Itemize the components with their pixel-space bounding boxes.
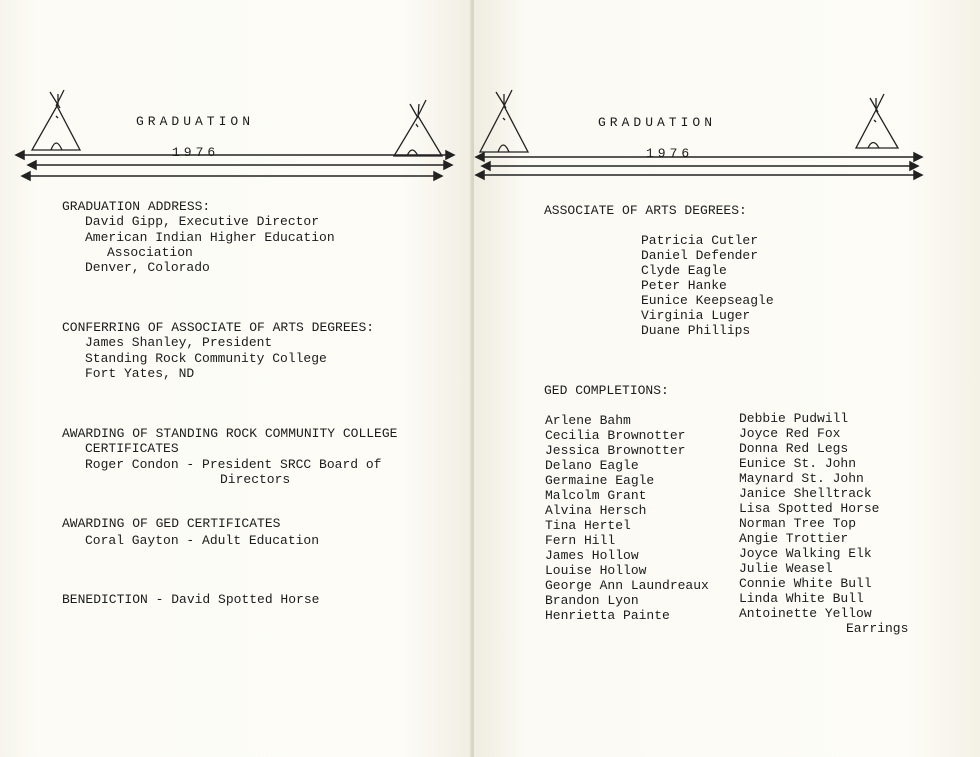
text-line: James Shanley, President xyxy=(85,335,273,350)
aa-name: Peter Hanke xyxy=(641,278,727,293)
ged-name: Maynard St. John xyxy=(739,471,864,486)
section-heading: AWARDING OF STANDING ROCK COMMUNITY COLLEGE xyxy=(62,426,398,441)
arrow-lines xyxy=(476,153,922,179)
arrow-lines xyxy=(16,151,454,180)
text-line: Directors xyxy=(220,472,291,487)
ged-name: Angie Trottier xyxy=(739,531,849,546)
section-heading: AWARDING OF GED CERTIFICATES xyxy=(62,516,281,531)
ged-name: George Ann Laundreaux xyxy=(545,578,709,593)
ged-name: Alvina Hersch xyxy=(545,503,647,518)
ged-name: Joyce Walking Elk xyxy=(739,546,872,561)
ged-name: Lisa Spotted Horse xyxy=(739,501,880,516)
left-header-ornament xyxy=(0,0,472,190)
ged-name: Earrings xyxy=(846,621,909,636)
aa-name: Patricia Cutler xyxy=(641,233,759,248)
text-line: Standing Rock Community College xyxy=(85,351,327,366)
section-heading: GRADUATION ADDRESS: xyxy=(62,199,211,214)
ged-name: James Hollow xyxy=(545,548,639,563)
aa-name: Daniel Defender xyxy=(641,248,759,263)
ged-name: Malcolm Grant xyxy=(545,488,647,503)
text-line: CERTIFICATES xyxy=(85,441,179,456)
text-line: Fort Yates, ND xyxy=(85,366,195,381)
page-title: GRADUATION xyxy=(598,115,717,130)
ged-name: Cecilia Brownotter xyxy=(545,428,686,443)
text-line: American Indian Higher Education xyxy=(85,230,335,245)
section-heading: BENEDICTION - David Spotted Horse xyxy=(62,592,320,607)
ged-name: Tina Hertel xyxy=(545,518,631,533)
ged-name: Connie White Bull xyxy=(739,576,872,591)
section-heading: ASSOCIATE OF ARTS DEGREES: xyxy=(544,203,747,218)
left-page xyxy=(0,0,472,757)
ged-name: Antoinette Yellow xyxy=(739,606,872,621)
ged-name: Linda White Bull xyxy=(739,591,864,606)
aa-name: Eunice Keepseagle xyxy=(641,293,774,308)
right-header-ornament xyxy=(474,0,980,190)
text-line: Denver, Colorado xyxy=(85,260,210,275)
text-line: David Gipp, Executive Director xyxy=(85,214,320,229)
ged-name: Germaine Eagle xyxy=(545,473,655,488)
ged-name: Debbie Pudwill xyxy=(739,411,849,426)
ged-name: Julie Weasel xyxy=(739,561,833,576)
text-line: Coral Gayton - Adult Education xyxy=(85,533,320,548)
ged-name: Fern Hill xyxy=(545,533,616,548)
page-title: GRADUATION xyxy=(136,114,255,129)
ged-name: Brandon Lyon xyxy=(545,593,639,608)
ged-name: Arlene Bahm xyxy=(545,413,631,428)
ged-name: Donna Red Legs xyxy=(739,441,849,456)
aa-name: Duane Phillips xyxy=(641,323,751,338)
section-heading: GED COMPLETIONS: xyxy=(544,383,669,398)
ged-name: Eunice St. John xyxy=(739,456,857,471)
section-heading: CONFERRING OF ASSOCIATE OF ARTS DEGREES: xyxy=(62,320,375,335)
text-line: Roger Condon - President SRCC Board of xyxy=(85,457,382,472)
ged-name: Henrietta Painte xyxy=(545,608,670,623)
text-line: Association xyxy=(107,245,193,260)
tipi-icon xyxy=(394,100,442,156)
aa-name: Virginia Luger xyxy=(641,308,751,323)
tipi-icon xyxy=(480,90,528,152)
ged-name: Delano Eagle xyxy=(545,458,639,473)
right-page xyxy=(474,0,980,757)
ged-name: Janice Shelltrack xyxy=(739,486,872,501)
ged-name: Joyce Red Fox xyxy=(739,426,841,441)
ged-name: Norman Tree Top xyxy=(739,516,857,531)
year-label: 1976 xyxy=(646,146,694,161)
tipi-icon xyxy=(32,90,80,150)
aa-name: Clyde Eagle xyxy=(641,263,727,278)
ged-name: Jessica Brownotter xyxy=(545,443,686,458)
year-label: 1976 xyxy=(172,145,220,160)
ged-name: Louise Hollow xyxy=(545,563,647,578)
tipi-icon xyxy=(856,94,898,148)
